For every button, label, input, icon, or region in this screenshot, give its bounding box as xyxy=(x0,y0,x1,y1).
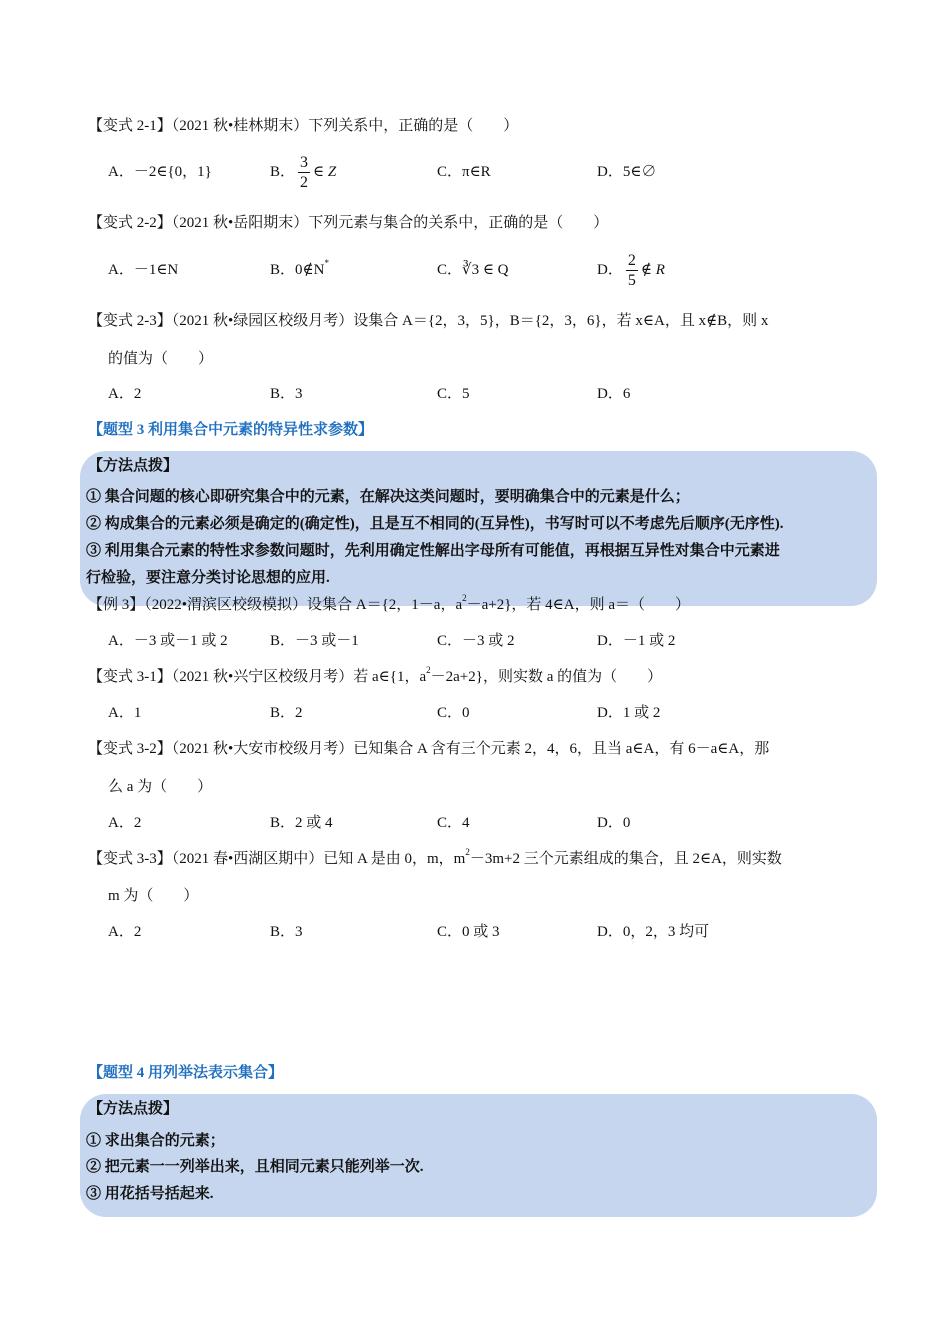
option-a: A．－1∈N xyxy=(108,262,179,278)
option-d: D．1 或 2 xyxy=(597,705,661,721)
option-a: A．2 xyxy=(108,386,142,402)
superscript: 2 xyxy=(426,665,431,675)
method-tip-point: ① 求出集合的元素； xyxy=(86,1133,225,1149)
option-c: C．∛3 ∈ Q xyxy=(437,262,509,278)
method-tip-title: 【方法点拨】 xyxy=(88,1101,179,1117)
text: －3m+2 三个元素组成的集合，且 2∈A，则实数 xyxy=(469,851,782,867)
question-v32-title: 【变式 3-2】（2021 秋•大安市校级月考）已知集合 A 含有三个元素 2，4，6，且当 a∈A，有 6－a∈A，那 xyxy=(88,741,770,757)
question-v31-title xyxy=(88,665,663,686)
option-c: C．4 xyxy=(437,815,470,831)
option-a: A．－3 或－1 或 2 xyxy=(108,633,228,649)
option-a: A．2 xyxy=(108,815,142,831)
method-tip-point: ② 把元素一一列举出来，且相同元素只能列举一次. xyxy=(86,1159,424,1175)
option-a: A．－2∈{0，1} xyxy=(108,164,212,180)
option-text: ∈ Z xyxy=(313,164,337,180)
question-v32-title-cont: 么 a 为（ ） xyxy=(108,779,213,795)
option-d: D．－1 或 2 xyxy=(597,633,676,649)
option-text: ∉ R xyxy=(640,262,665,278)
option-a: A．2 xyxy=(108,924,142,940)
option-d: D．6 xyxy=(597,386,631,402)
text: 【变式 3-3】（2021 春•西湖区期中）已知 A 是由 0，m，m xyxy=(88,851,466,867)
question-v33-title xyxy=(88,847,782,868)
fraction xyxy=(298,153,310,192)
text: 【变式 3-1】（2021 秋•兴宁区校级月考）若 a∈{1，a xyxy=(88,669,427,685)
method-tip-point-cont: 行检验，要注意分类讨论思想的应用. xyxy=(86,570,330,586)
text: －2a+2}，则实数 a 的值为（ ） xyxy=(430,669,663,685)
option-b xyxy=(270,152,336,192)
method-tip-point: ② 构成集合的元素必须是确定的(确定性)，且是互不相同的(互异性)，书写时可以不考虑先后顺序(无序性). xyxy=(86,516,784,532)
question-v33-title-cont: m 为（ ） xyxy=(108,888,199,904)
option-b xyxy=(270,258,329,279)
option-b: B．－3 或－1 xyxy=(270,633,359,649)
question-v22-title: 【变式 2-2】（2021 秋•岳阳期末）下列元素与集合的关系中，正确的是（ ） xyxy=(88,215,609,231)
denominator: 5 xyxy=(627,272,636,290)
option-d: D．0 xyxy=(597,815,631,831)
option-b: B．2 或 4 xyxy=(270,815,333,831)
section-heading-4: 【题型 4 用列举法表示集合】 xyxy=(88,1065,284,1081)
option-text: B．0∉N xyxy=(270,262,325,278)
section-heading-3: 【题型 3 利用集合中元素的特异性求参数】 xyxy=(88,422,374,438)
superscript: * xyxy=(324,258,329,268)
superscript: 2 xyxy=(462,593,467,603)
question-v23-title-cont: 的值为（ ） xyxy=(108,351,214,367)
method-tip-title: 【方法点拨】 xyxy=(88,458,179,474)
option-b: B．2 xyxy=(270,705,303,721)
option-b: B．3 xyxy=(270,386,303,402)
method-tip-point: ③ 利用集合元素的特性求参数问题时，先利用确定性解出字母所有可能值，再根据互异性对集合中元素进 xyxy=(86,543,780,559)
option-d: D．0，2，3 均可 xyxy=(597,924,710,940)
option-c: C．0 xyxy=(437,705,470,721)
option-c: C．π∈R xyxy=(437,164,491,180)
superscript: 2 xyxy=(465,847,470,857)
numerator: 2 xyxy=(627,252,636,270)
question-e3-title xyxy=(88,593,691,614)
question-v21-title: 【变式 2-1】（2021 秋•桂林期末）下列关系中，正确的是（ ） xyxy=(88,118,519,134)
option-d xyxy=(597,250,665,290)
option-a: A．1 xyxy=(108,705,142,721)
option-c: C．5 xyxy=(437,386,470,402)
option-label: B． xyxy=(270,164,296,180)
option-d: D．5∈∅ xyxy=(597,164,657,180)
text: 【例 3】（2022•渭滨区校级模拟）设集合 A＝{2，1－a，a xyxy=(88,597,463,613)
fraction xyxy=(626,251,638,290)
option-b: B．3 xyxy=(270,924,303,940)
option-label: D． xyxy=(597,262,623,278)
denominator: 2 xyxy=(300,174,309,192)
method-tip-point: ① 集合问题的核心即研究集合中的元素，在解决这类问题时，要明确集合中的元素是什么； xyxy=(86,489,690,505)
option-c: C．－3 或 2 xyxy=(437,633,515,649)
option-c: C．0 或 3 xyxy=(437,924,500,940)
numerator: 3 xyxy=(300,154,309,172)
question-v23-title: 【变式 2-3】（2021 秋•绿园区校级月考）设集合 A＝{2，3，5}，B＝{2，3，6}，若 x∈A，且 x∉B，则 x xyxy=(88,313,769,329)
text: －a+2}，若 4∈A，则 a＝（ ） xyxy=(466,597,691,613)
method-tip-point: ③ 用花括号括起来. xyxy=(86,1186,214,1202)
